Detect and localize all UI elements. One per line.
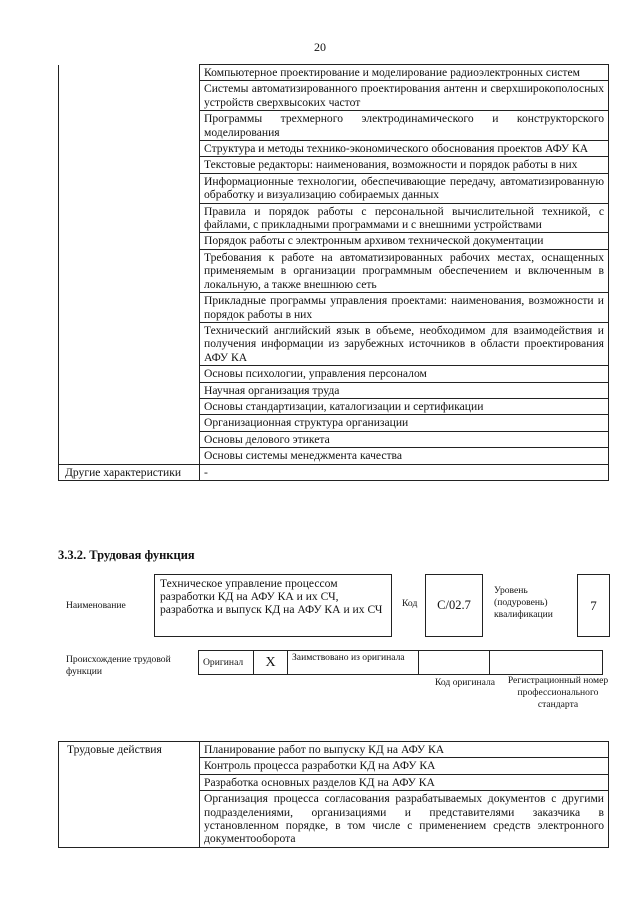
- knowledge-item: Правила и порядок работы с персональной вычислительной техникой, с файлами, с прикладными программами и с внешними устройствами: [200, 203, 609, 233]
- knowledge-item: Системы автоматизированного проектирования антенн и сверхширокополосных устройств сверхвысоких частот: [200, 81, 609, 111]
- knowledge-item: Требования к работе на автоматизированных рабочих местах, оснащенных применяемым в организации программным обеспечением и включенным в локальную, а также внешнюю сеть: [200, 249, 609, 292]
- labor-actions-label: Трудовые действия: [59, 742, 200, 848]
- knowledge-item: Организационная структура организации: [200, 415, 609, 431]
- registration-number-caption: Регистрационный номер профессионального стандарта: [507, 675, 609, 710]
- knowledge-item: Текстовые редакторы: наименования, возможности и порядок работы в них: [200, 157, 609, 173]
- borrowed-label: Заимствовано из оригинала: [288, 651, 419, 675]
- knowledge-item: Информационные технологии, обеспечивающие передачу, автоматизированную обработку и визуализацию собираемых данных: [200, 173, 609, 203]
- qualification-level-label: [494, 585, 574, 621]
- code-label: Код: [402, 598, 418, 609]
- qualification-level-value: 7: [577, 574, 610, 637]
- knowledge-item: Структура и методы технико-экономического обоснования проектов АФУ КА: [200, 141, 609, 157]
- origin-label: [66, 654, 196, 678]
- knowledge-item: Прикладные программы управления проектами: наименования, возможности и порядок работы в них: [200, 293, 609, 323]
- knowledge-item: Компьютерное проектирование и моделирование радиоэлектронных систем: [200, 65, 609, 81]
- knowledge-label-cell: [59, 65, 200, 465]
- original-label: Оригинал: [199, 651, 254, 675]
- other-characteristics-value: -: [200, 464, 609, 480]
- labor-action-item: Разработка основных разделов КД на АФУ КА: [200, 774, 609, 790]
- knowledge-item: Основы стандартизации, каталогизации и сертификации: [200, 398, 609, 414]
- code-value: C/02.7: [425, 574, 483, 637]
- page-number: 20: [314, 40, 326, 54]
- knowledge-item: Порядок работы с электронным архивом технической документации: [200, 233, 609, 249]
- original-code-cell: [419, 651, 490, 675]
- knowledge-item: Программы трехмерного электродинамического и конструкторского моделирования: [200, 111, 609, 141]
- labor-action-item: Контроль процесса разработки КД на АФУ КА: [200, 758, 609, 774]
- other-characteristics-row: [59, 464, 609, 480]
- registration-number-cell: [490, 651, 603, 675]
- table-row: [59, 65, 609, 81]
- origin-table: [198, 650, 603, 675]
- function-name-value: Техническое управление процессом разработки КД на АФУ КА и их СЧ, разработка и выпуск КД на АФУ КА и их СЧ: [154, 574, 392, 637]
- knowledge-item: Основы психологии, управления персоналом: [200, 366, 609, 382]
- labor-action-item: Планирование работ по выпуску КД на АФУ КА: [200, 742, 609, 758]
- knowledge-item: Научная организация труда: [200, 382, 609, 398]
- labor-actions-table: [58, 741, 609, 848]
- original-mark: X: [254, 651, 288, 675]
- other-characteristics-label: Другие характеристики: [59, 464, 200, 480]
- knowledge-item: Основы делового этикета: [200, 431, 609, 447]
- section-heading: 3.3.2. Трудовая функция: [58, 548, 195, 562]
- knowledge-table: [58, 64, 609, 481]
- qualification-level-label-text: Уровень (подуровень) квалификации: [494, 585, 553, 620]
- name-label: Наименование: [66, 600, 126, 611]
- labor-action-item: Организация процесса согласования разрабатываемых документов с другими подразделениями, организациями и представителями заказчика в установленном порядке, в том числе с применением средств электронного документооборота: [200, 791, 609, 848]
- table-row: [59, 742, 609, 758]
- knowledge-item: Основы системы менеджмента качества: [200, 448, 609, 464]
- origin-label-text: Происхождение трудовой функции: [66, 654, 171, 677]
- table-row: [199, 651, 603, 675]
- original-code-caption: Код оригинала: [434, 677, 496, 688]
- knowledge-item: Технический английский язык в объеме, необходимом для взаимодействия и получения информации из зарубежных источников в области проектирования АФУ КА: [200, 322, 609, 365]
